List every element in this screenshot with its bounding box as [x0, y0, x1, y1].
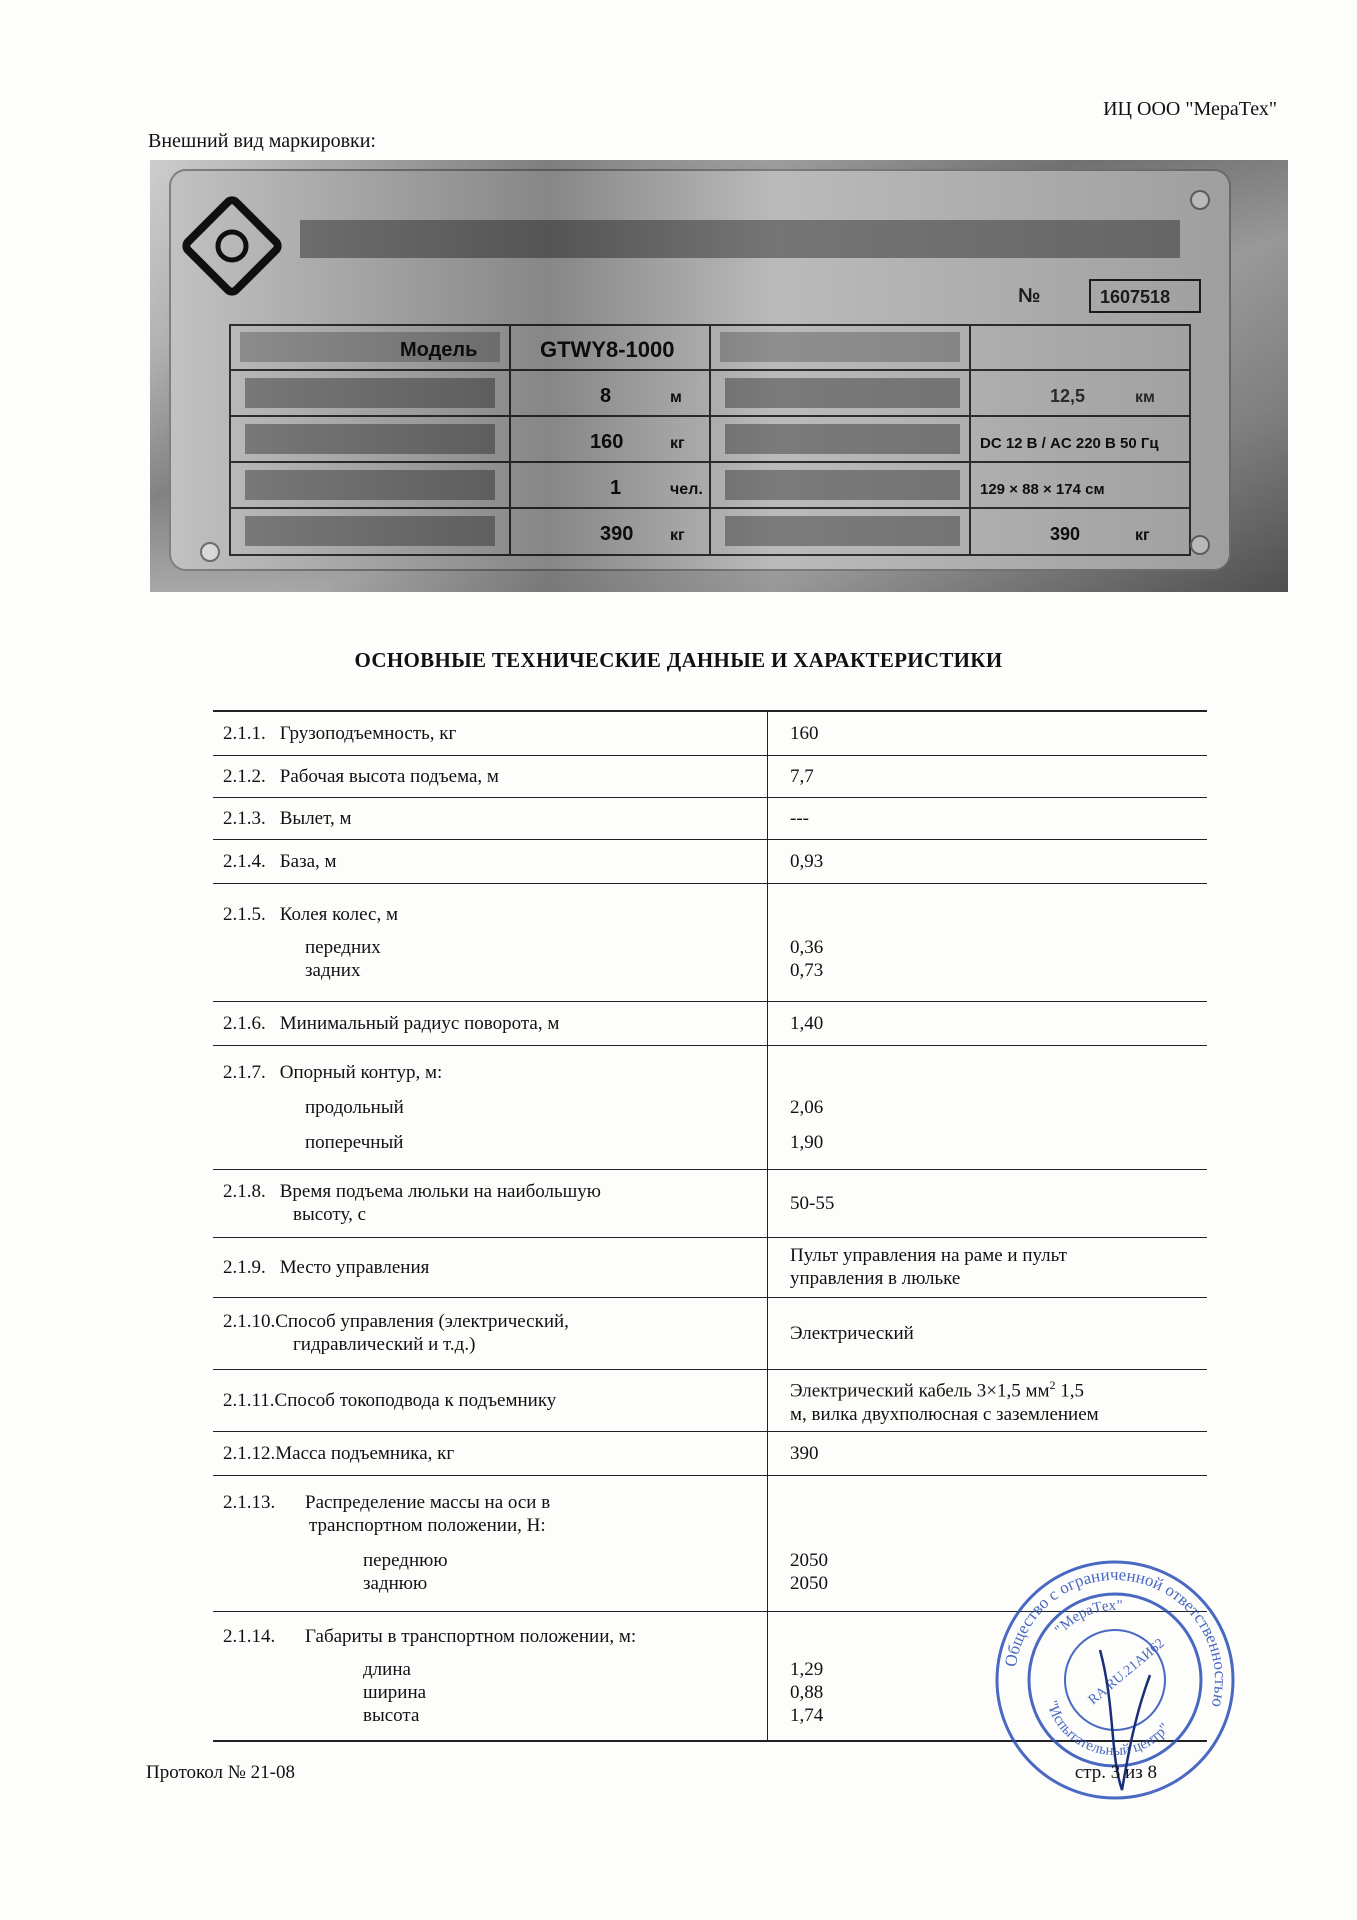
spec-value: 2050 [790, 1550, 828, 1571]
spec-value: 50-55 [768, 1169, 1208, 1237]
spec-label: Опорный контур, м: [279, 1061, 443, 1083]
spec-label-cell [213, 1369, 768, 1431]
spec-sublabel: длина [363, 1658, 411, 1680]
spec-sublabel: продольный [305, 1096, 404, 1118]
spec-label-line2: транспортном положении, Н: [309, 1515, 546, 1536]
spec-label-cell [213, 883, 768, 1001]
spec-number: 2.1.8. [223, 1181, 266, 1202]
table-row [213, 1001, 1207, 1045]
table-row [213, 883, 1207, 1001]
spec-label: Габариты в транспортном положении, м: [305, 1625, 637, 1647]
spec-value: 390 [768, 1431, 1208, 1475]
seal-reg-number: RA.RU.21АИ62 [1085, 1636, 1168, 1709]
spec-value: 160 [768, 711, 1208, 755]
spec-number: 2.1.14. [223, 1625, 276, 1647]
spec-label-cell [213, 1297, 768, 1369]
spec-label: База, м [279, 850, 337, 872]
spec-label: Вылет, м [279, 807, 352, 829]
spec-sublabel: задних [305, 959, 361, 981]
spec-number: 2.1.9. [223, 1256, 266, 1278]
spec-label: Минимальный радиус поворота, м [279, 1012, 560, 1034]
spec-label: Рабочая высота подъема, м [279, 765, 499, 787]
spec-value-line2: м, вилка двухполюсная с заземлением [790, 1403, 1099, 1425]
spec-value: 1,29 [790, 1658, 824, 1680]
spec-number: 2.1.12. [223, 1442, 276, 1464]
spec-value-cell [768, 883, 1208, 1001]
spec-value: Электрический кабель 3×1,5 мм [790, 1380, 1050, 1402]
spec-label-cell [213, 1169, 768, 1237]
spec-value: 2,06 [790, 1096, 824, 1118]
spec-value: Электрический [768, 1297, 1208, 1369]
spec-label: Место управления [279, 1256, 430, 1278]
spec-number: 2.1.1. [223, 722, 266, 744]
spec-label-cell [213, 1475, 768, 1611]
spec-value-line2: управления в люльке [790, 1268, 961, 1289]
spec-value-cell [768, 1369, 1208, 1431]
table-row [213, 1369, 1207, 1431]
page-number: стр. 3 из 8 [1074, 1762, 1157, 1783]
spec-label: Способ управления (электрический, [275, 1311, 569, 1332]
spec-number: 2.1.5. [223, 903, 266, 925]
protocol-number: Протокол № 21-08 [146, 1762, 295, 1783]
spec-label-cell [213, 1611, 768, 1741]
spec-label-line2: гидравлический и т.д.) [293, 1334, 476, 1355]
section-title: ОСНОВНЫЕ ТЕХНИЧЕСКИЕ ДАННЫЕ И ХАРАКТЕРИСТИКИ [354, 648, 1003, 672]
spec-label-line2: высоту, с [293, 1204, 367, 1225]
spec-number: 2.1.13. [223, 1492, 276, 1513]
spec-value-cell [768, 1237, 1208, 1297]
spec-value: 1,5 [1055, 1380, 1084, 1402]
spec-value: 0,73 [790, 959, 824, 981]
spec-label: Грузоподъемность, кг [279, 722, 457, 744]
spec-sublabel: передних [305, 936, 381, 958]
spec-number: 2.1.6. [223, 1012, 266, 1034]
spec-label-cell [213, 711, 768, 755]
spec-value: Пульт управления на раме и пульт [790, 1245, 1067, 1266]
spec-label-cell [213, 839, 768, 883]
spec-number: 2.1.2. [223, 765, 266, 787]
spec-sublabel: переднюю [363, 1550, 448, 1571]
spec-number: 2.1.10. [223, 1311, 276, 1332]
spec-number: 2.1.7. [223, 1061, 266, 1083]
marking-label: Внешний вид маркировки: [148, 130, 376, 152]
organization-name: ИЦ ООО "МераТех" [1103, 98, 1277, 120]
spec-sublabel: заднюю [363, 1573, 428, 1594]
spec-value: 0,36 [790, 936, 824, 958]
spec-label: Время подъема люльки на наибольшую [279, 1181, 601, 1202]
spec-value-superscript: 2 [1049, 1378, 1056, 1393]
table-row [213, 711, 1207, 755]
nameplate-photo [150, 160, 1288, 592]
spec-label-cell [213, 1045, 768, 1169]
spec-number: 2.1.3. [223, 807, 266, 829]
spec-value: 0,93 [768, 839, 1208, 883]
spec-label: Распределение массы на оси в [305, 1492, 551, 1513]
table-row [213, 1297, 1207, 1369]
spec-value: 0,88 [790, 1681, 824, 1703]
spec-sublabel: поперечный [305, 1131, 404, 1153]
spec-value-cell [768, 1045, 1208, 1169]
spec-value: 1,90 [790, 1131, 824, 1153]
spec-label-cell [213, 1001, 768, 1045]
svg-text:"МераТех" [1052, 1598, 1123, 1638]
spec-label-cell [213, 1237, 768, 1297]
spec-label: Масса подъемника, кг [275, 1442, 455, 1464]
seal-outer-text: Общество с ограниченной ответственностью [1000, 1564, 1231, 1709]
spec-label-cell [213, 797, 768, 839]
seal-name: "МераТех" [1052, 1597, 1123, 1639]
spec-label-cell [213, 1431, 768, 1475]
spec-value: 1,40 [768, 1001, 1208, 1045]
spec-value: --- [768, 797, 1208, 839]
table-row [213, 797, 1207, 839]
table-row [213, 1045, 1207, 1169]
spec-number: 2.1.11. [223, 1389, 275, 1411]
nameplate-image [150, 160, 1288, 592]
table-row [213, 755, 1207, 797]
table-row [213, 1169, 1207, 1237]
spec-label: Способ токоподвода к подъемнику [274, 1389, 557, 1411]
spec-value: 7,7 [768, 755, 1208, 797]
spec-label-cell [213, 755, 768, 797]
table-row [213, 1431, 1207, 1475]
spec-label: Колея колес, м [279, 903, 398, 925]
spec-value: 1,74 [790, 1704, 824, 1726]
table-row [213, 1237, 1207, 1297]
seal-center-text: "Испытательный центр" [1043, 1698, 1174, 1760]
table-row [213, 839, 1207, 883]
spec-value: 2050 [790, 1573, 828, 1594]
spec-number: 2.1.4. [223, 850, 266, 872]
spec-sublabel: высота [363, 1704, 420, 1726]
spec-sublabel: ширина [363, 1681, 427, 1703]
